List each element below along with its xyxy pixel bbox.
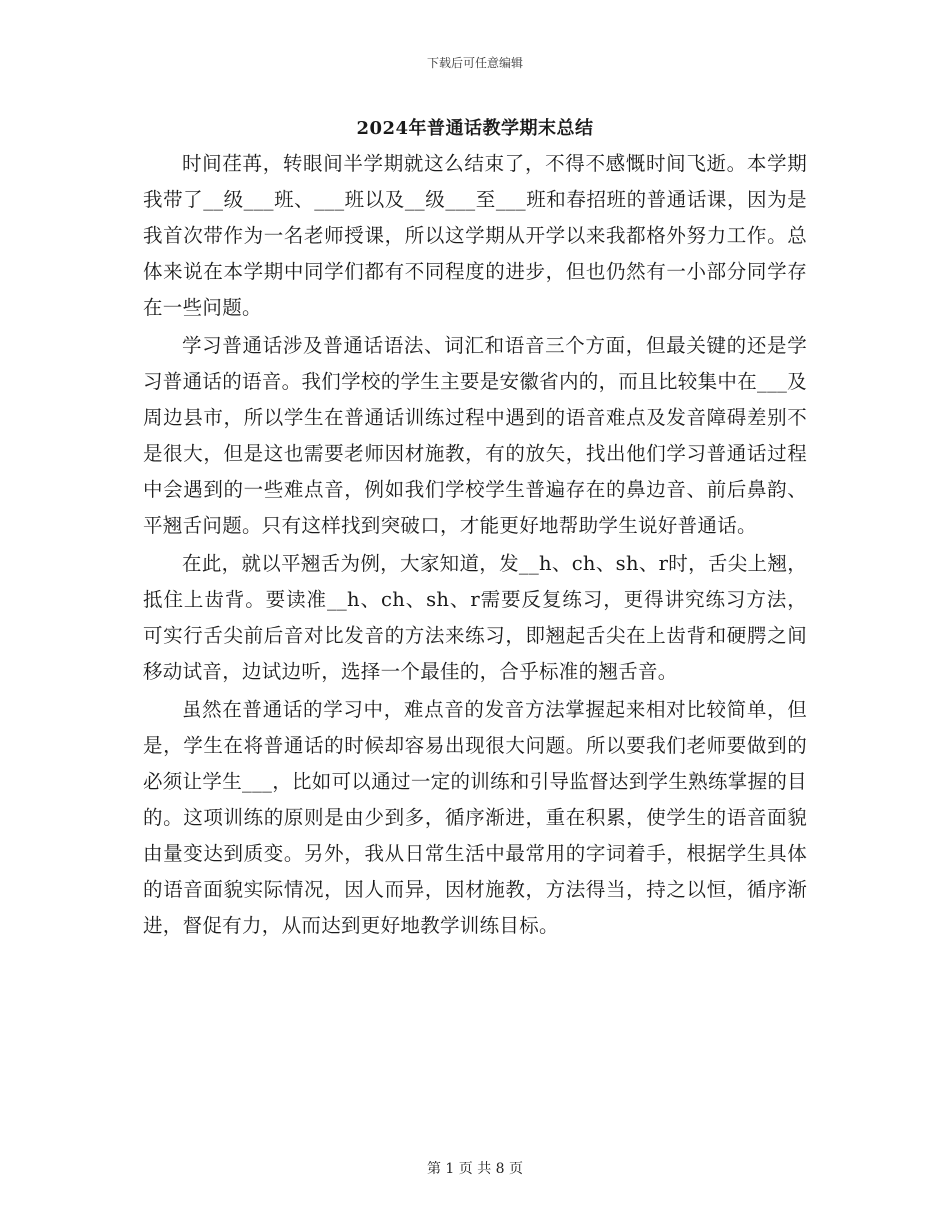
document-title: 2024年普通话教学期末总结 [356, 118, 594, 139]
page-header-note: 下载后可任意编辑 [426, 56, 523, 70]
paragraph: 虽然在普通话的学习中，难点音的发音方法掌握起来相对比较简单，但是，学生在将普通话的时候却容易出现很大问题。所以要我们老师要做到的必须让学生___，比如可以通过一定的训练和引导监督达到学生熟练掌握的目的。这项训练的原则是由少到多，循序渐进，重在积累，使学生的语音面貌由量变达到质变。另外，我从日常生活中最常用的字词着手，根据学生具体的语音面貌实际情况，因人而异，因材施教，方法得当，持之以恒，循序渐进，督促有力，从而达到更好地教学训练目标。 [143, 698, 807, 937]
paragraph: 学习普通话涉及普通话语法、词汇和语音三个方面，但最关键的还是学习普通话的语音。我们学校的学生主要是安徽省内的，而且比较集中在___及周边县市，所以学生在普通话训练过程中遇到的语音难点及发音障碍差别不是很大，但是这也需要老师因材施教，有的放矢，找出他们学习普通话过程中会遇到的一些难点音，例如我们学校学生普遍存在的鼻边音、前后鼻韵、平翘舌问题。只有这样找到突破口，才能更好地帮助学生说好普通话。 [143, 334, 807, 537]
paragraph: 时间荏苒，转眼间半学期就这么结束了，不得不感慨时间飞逝。本学期我带了__级___班、___班以及__级___至___班和春招班的普通话课，因为是我首次带作为一名老师授课，所以这学期从开学以来我都格外努力工作。总体来说在本学期中同学们都有不同程度的进步，但也仍然有一小部分同学存在一些问题。 [143, 152, 807, 319]
paragraph: 在此，就以平翘舌为例，大家知道，发__h、ch、sh、r时，舌尖上翘，抵住上齿背。要读准__h、ch、sh、r需要反复练习，更得讲究练习方法，可实行舌尖前后音对比发音的方法来练习，即翘起舌尖在上齿背和硬腭之间移动试音，边试边听，选择一个最佳的，合乎标准的翘舌音。 [143, 552, 807, 683]
document-body [143, 146, 807, 946]
page-number: 第 1 页 共 8 页 [426, 1161, 524, 1177]
